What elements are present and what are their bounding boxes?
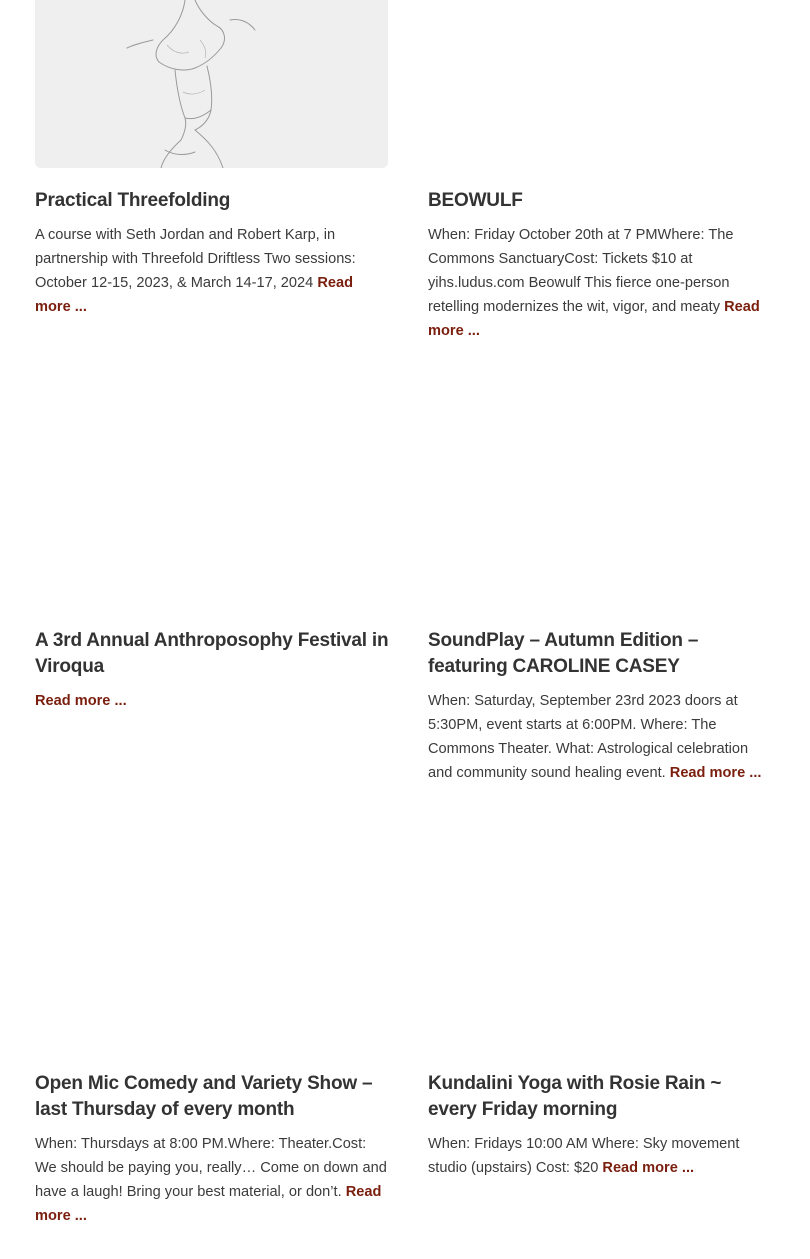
read-more-link[interactable]: Read more ...	[35, 693, 127, 709]
post-card-anthroposophy-festival	[35, 628, 389, 713]
read-more-link[interactable]: Read more ...	[428, 299, 760, 339]
post-title[interactable]: A 3rd Annual Anthroposophy Festival in Viroqua	[35, 630, 389, 677]
post-excerpt-text: When: Fridays 10:00 AM Where: Sky movement studio (upstairs) Cost: $20	[428, 1136, 740, 1176]
post-title[interactable]: Practical Threefolding	[35, 190, 231, 211]
read-more-link[interactable]: Read more ...	[669, 765, 762, 781]
post-excerpt	[35, 223, 389, 319]
post-card-open-mic-comedy	[35, 1071, 389, 1228]
post-title[interactable]: Open Mic Comedy and Variety Show – last Thursday of every month	[35, 1073, 373, 1120]
read-more-link[interactable]: Read more ...	[602, 1160, 695, 1176]
post-title[interactable]: Kundalini Yoga with Rosie Rain ~ every Friday morning	[428, 1073, 722, 1120]
post-thumbnail-sketch[interactable]	[35, 0, 388, 168]
read-more-link[interactable]: Read more ...	[35, 1184, 382, 1224]
post-excerpt	[35, 689, 389, 713]
post-excerpt-text: When: Thursdays at 8:00 PM.Where: Theater.Cost: We should be paying you, really… Come on down and have a laugh! Bring your best material, or don’t.	[35, 1136, 387, 1200]
post-excerpt	[428, 689, 774, 785]
post-card-kundalini-yoga	[428, 1071, 774, 1180]
read-more-link[interactable]: Read more ...	[35, 275, 354, 315]
post-card-soundplay	[428, 628, 774, 785]
post-excerpt-text: When: Friday October 20th at 7 PMWhere: The Commons SanctuaryCost: Tickets $10 at yihs.ludus.com Beowulf This fierce one-person retelling modernizes the wit, vigor, and meaty	[428, 227, 734, 315]
post-card-practical-threefolding	[35, 188, 389, 319]
post-excerpt	[428, 1132, 774, 1180]
post-excerpt-text: When: Saturday, September 23rd 2023 doors at 5:30PM, event starts at 6:00PM. Where: The Commons Theater. What: Astrological celebration and community sound healing event.	[428, 693, 749, 781]
post-excerpt	[35, 1132, 389, 1228]
post-card-beowulf	[428, 188, 774, 343]
sketch-figure-image	[35, 0, 388, 168]
post-excerpt	[428, 223, 774, 343]
post-title[interactable]: SoundPlay – Autumn Edition – featuring CAROLINE CASEY	[428, 630, 699, 677]
post-excerpt-text: A course with Seth Jordan and Robert Karp, in partnership with Threefold Driftless Two sessions: October 12-15, 2023, & March 14-17, 2024	[35, 227, 356, 291]
post-title[interactable]: BEOWULF	[428, 190, 523, 211]
